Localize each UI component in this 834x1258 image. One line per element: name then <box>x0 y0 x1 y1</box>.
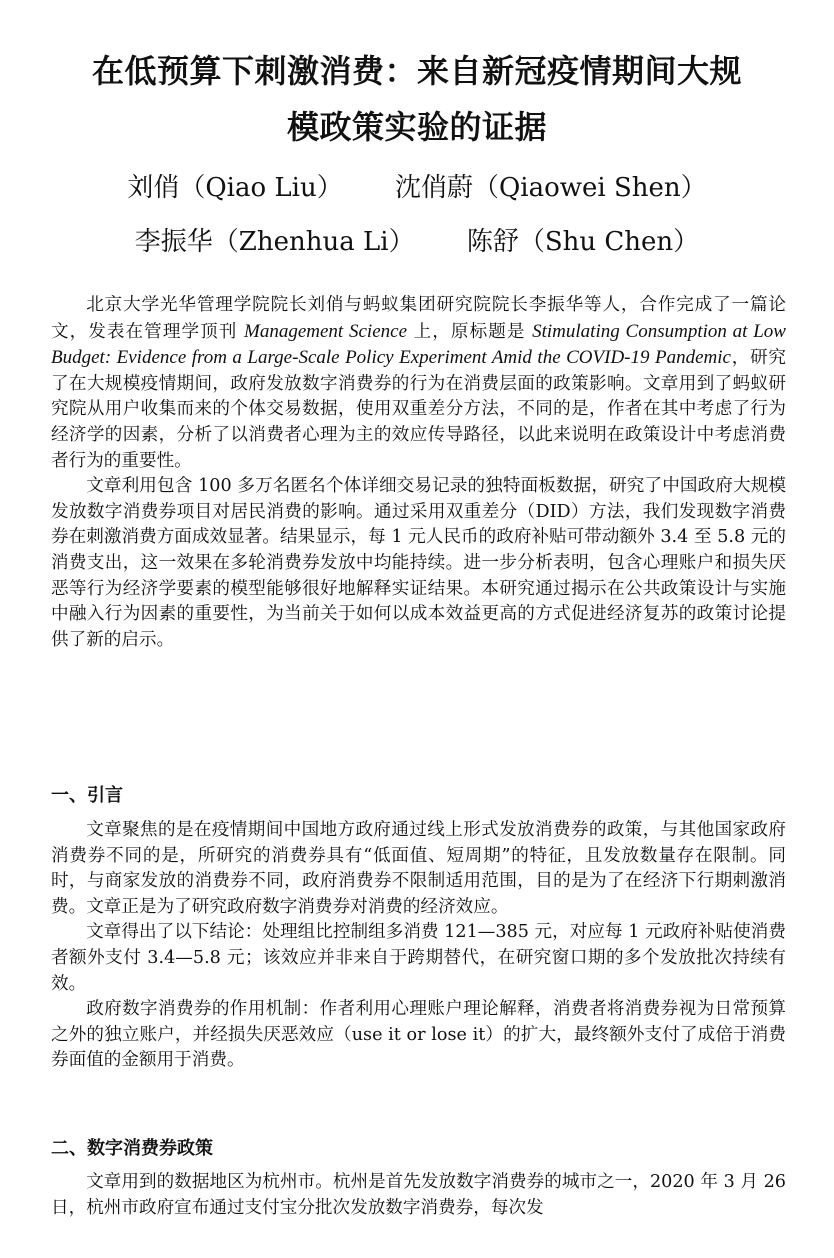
abstract-paragraph-1 <box>51 293 786 474</box>
author-qiao-liu: 刘俏（Qiao Liu） <box>127 173 343 203</box>
journal-name: Management Science <box>244 320 408 342</box>
author-zhenhua-li: 李振华（Zhenhua Li） <box>134 227 415 257</box>
section-introduction-body <box>51 818 786 1074</box>
intro-paragraph-1: 文章聚焦的是在疫情期间中国地方政府通过线上形式发放消费券的政策，与其他国家政府消费券不同的是，所研究的消费券具有“低面值、短周期”的特征，且发放数量存在限制。同时，与商家发放的消费券不同，政府消费券不限制适用范围，目的是为了在经济下行期刺激消费。文章正是为了研究政府数字消费券对消费的经济效应。 <box>51 820 786 917</box>
intro-paragraph-2: 文章得出了以下结论：处理组比控制组多消费 121—385 元，对应每 1 元政府补贴使消费者额外支付 3.4—5.8 元；该效应并非来自于跨期替代，在研究窗口期的多个发放批次持续有效。 <box>51 922 786 994</box>
abstract-paragraph-2: 文章利用包含 100 多万名匿名个体详细交易记录的独特面板数据，研究了中国政府大规模发放数字消费券项目对居民消费的影响。通过采用双重差分（DID）方法，我们发现数字消费券在刺激消费方面成效显著。结果显示，每 1 元人民币的政府补贴可带动额外 3.4 至 5.8 元的消费支出，这一效果在多轮消费券发放中均能持续。进一步分析表明，包含心理账户和损失厌恶等行为经济学要素的模型能够很好地解释实证结果。本研究通过揭示在公共政策设计与实施中融入行为因素的重要性，为当前关于如何以成本效益更高的方式促进经济复苏的政策讨论提供了新的启示。 <box>51 476 786 650</box>
section-digital-voucher-body <box>51 1170 786 1221</box>
author-row-2 <box>40 226 794 258</box>
abstract-text: 上，原标题是 <box>413 321 526 342</box>
section-heading-digital-voucher-policy: 二、数字消费券政策 <box>51 1138 213 1159</box>
abstract <box>51 293 786 653</box>
abstract-text: ，研究了在大规模疫情期间，政府发放数字消费券的行为在消费层面的政策影响。文章用到了蚂蚁研究院从用户收集而来的个体交易数据，使用双重差分方法，不同的是，作者在其中考虑了行为经济学的因素，分析了以消费者心理为主的效应传导路径，以此来说明在政策设计中考虑消费者行为的重要性。 <box>51 348 786 471</box>
paper-title-line-2: 模政策实验的证据 <box>286 108 547 146</box>
paper-title-line-1: 在低预算下刺激消费：来自新冠疫情期间大规 <box>91 52 742 90</box>
author-shu-chen: 陈舒（Shu Chen） <box>466 227 700 257</box>
author-row-1 <box>40 172 794 204</box>
abstract-text: 北京大学光华管理学院院长刘俏与蚂蚁集团研究院院长李振华等人，合作完成了一篇论文，发表在管理学顶刊 <box>51 295 786 342</box>
original-title: Stimulating Consumption at Low Budget: Evidence from a Large-Scale Policy Experiment Amid the COVID-19 Pandemic <box>51 320 786 369</box>
author-qiaowei-shen: 沈俏蔚（Qiaowei Shen） <box>394 173 707 203</box>
section-heading-introduction: 一、引言 <box>51 785 123 806</box>
intro-paragraph-3: 政府数字消费券的作用机制：作者利用心理账户理论解释，消费者将消费券视为日常预算之外的独立账户，并经损失厌恶效应（use it or lose it）的扩大，最终额外支付了成倍于消费券面值的金额用于消费。 <box>51 999 786 1071</box>
policy-paragraph-1: 文章用到的数据地区为杭州市。杭州是首先发放数字消费券的城市之一，2020 年 3 月 26 日，杭州市政府宣布通过支付宝分批次发放数字消费券，每次发 <box>51 1172 786 1218</box>
